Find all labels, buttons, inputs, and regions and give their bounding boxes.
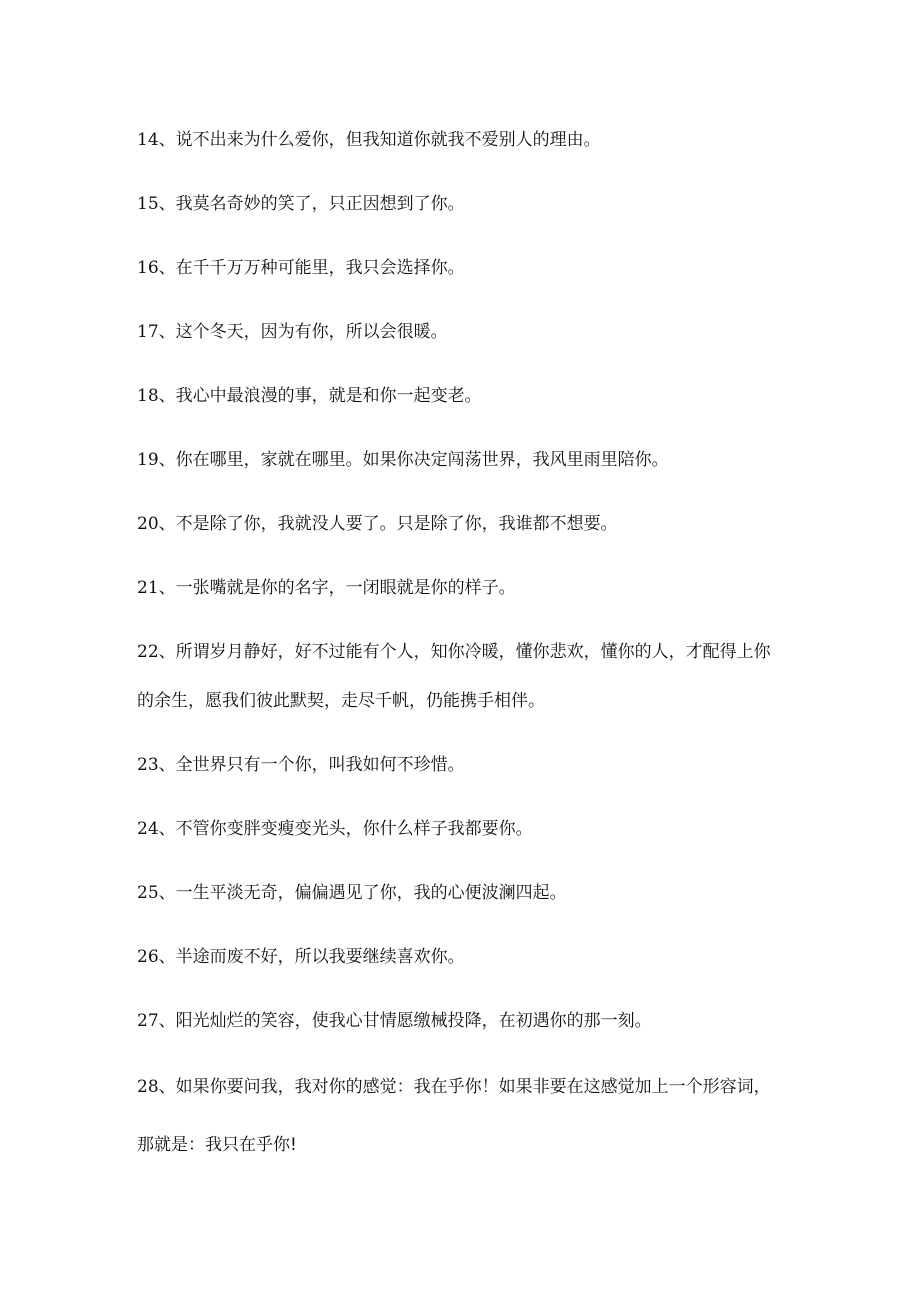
item-number: 22、: [137, 642, 176, 662]
item-number: 18、: [137, 386, 176, 406]
list-item: [137, 180, 787, 229]
item-number: 16、: [137, 258, 176, 278]
item-text: 一生平淡无奇，偏偏遇见了你，我的心便波澜四起。: [175, 883, 567, 903]
item-number: 24、: [137, 819, 176, 839]
item-text: 全世界只有一个你，叫我如何不珍惜。: [175, 755, 465, 775]
item-text: 说不出来为什么爱你，但我知道你就我不爱别人的理由。: [175, 130, 601, 150]
list-item: [137, 372, 787, 421]
list-item: [137, 997, 787, 1046]
item-text: 不管你变胖变瘦变光头，你什么样子我都要你。: [175, 819, 533, 839]
item-text: 在千千万万种可能里，我只会选择你。: [175, 258, 465, 278]
item-text: 半途而废不好，所以我要继续喜欢你。: [175, 947, 465, 967]
list-item: [137, 741, 787, 790]
list-item: [137, 436, 787, 485]
list-item: [137, 933, 787, 982]
item-text: 我心中最浪漫的事，就是和你一起变老。: [175, 386, 482, 406]
item-number: 14、: [137, 130, 176, 150]
quote-list: [137, 116, 787, 1189]
item-text: 一张嘴就是你的名字，一闭眼就是你的样子。: [175, 578, 516, 598]
item-text: 所谓岁月静好，好不过能有个人，知你冷暖，懂你悲欢，懂你的人，才配得上你的余生，愿我们彼此默契，走尽千帆，仍能携手相伴。: [137, 642, 771, 711]
item-number: 27、: [137, 1011, 176, 1031]
list-item: [137, 1058, 787, 1174]
item-number: 28、: [137, 1077, 176, 1097]
item-number: 26、: [137, 947, 176, 967]
item-text: 我莫名奇妙的笑了，只正因想到了你。: [175, 194, 465, 214]
list-item: [137, 564, 787, 613]
list-item: [137, 308, 787, 357]
item-number: 23、: [137, 755, 176, 775]
list-item: [137, 869, 787, 918]
list-item: [137, 805, 787, 854]
list-item: [137, 500, 787, 549]
item-number: 20、: [137, 514, 176, 534]
item-text: 不是除了你，我就没人要了。只是除了你，我谁都不想要。: [175, 514, 618, 534]
item-number: 15、: [137, 194, 176, 214]
item-number: 21、: [137, 578, 176, 598]
item-text: 阳光灿烂的笑容，使我心甘情愿缴械投降，在初遇你的那一刻。: [175, 1011, 652, 1031]
item-text: 如果你要问我，我对你的感觉：我在乎你！如果非要在这感觉加上一个形容词，那就是：我只在乎你!: [137, 1077, 771, 1155]
list-item: [137, 116, 787, 165]
item-number: 19、: [137, 450, 176, 470]
item-number: 17、: [137, 322, 176, 342]
list-item: [137, 628, 787, 726]
item-text: 这个冬天，因为有你，所以会很暖。: [175, 322, 448, 342]
item-number: 25、: [137, 883, 176, 903]
item-text: 你在哪里，家就在哪里。如果你决定闯荡世界，我风里雨里陪你。: [175, 450, 669, 470]
list-item: [137, 244, 787, 293]
